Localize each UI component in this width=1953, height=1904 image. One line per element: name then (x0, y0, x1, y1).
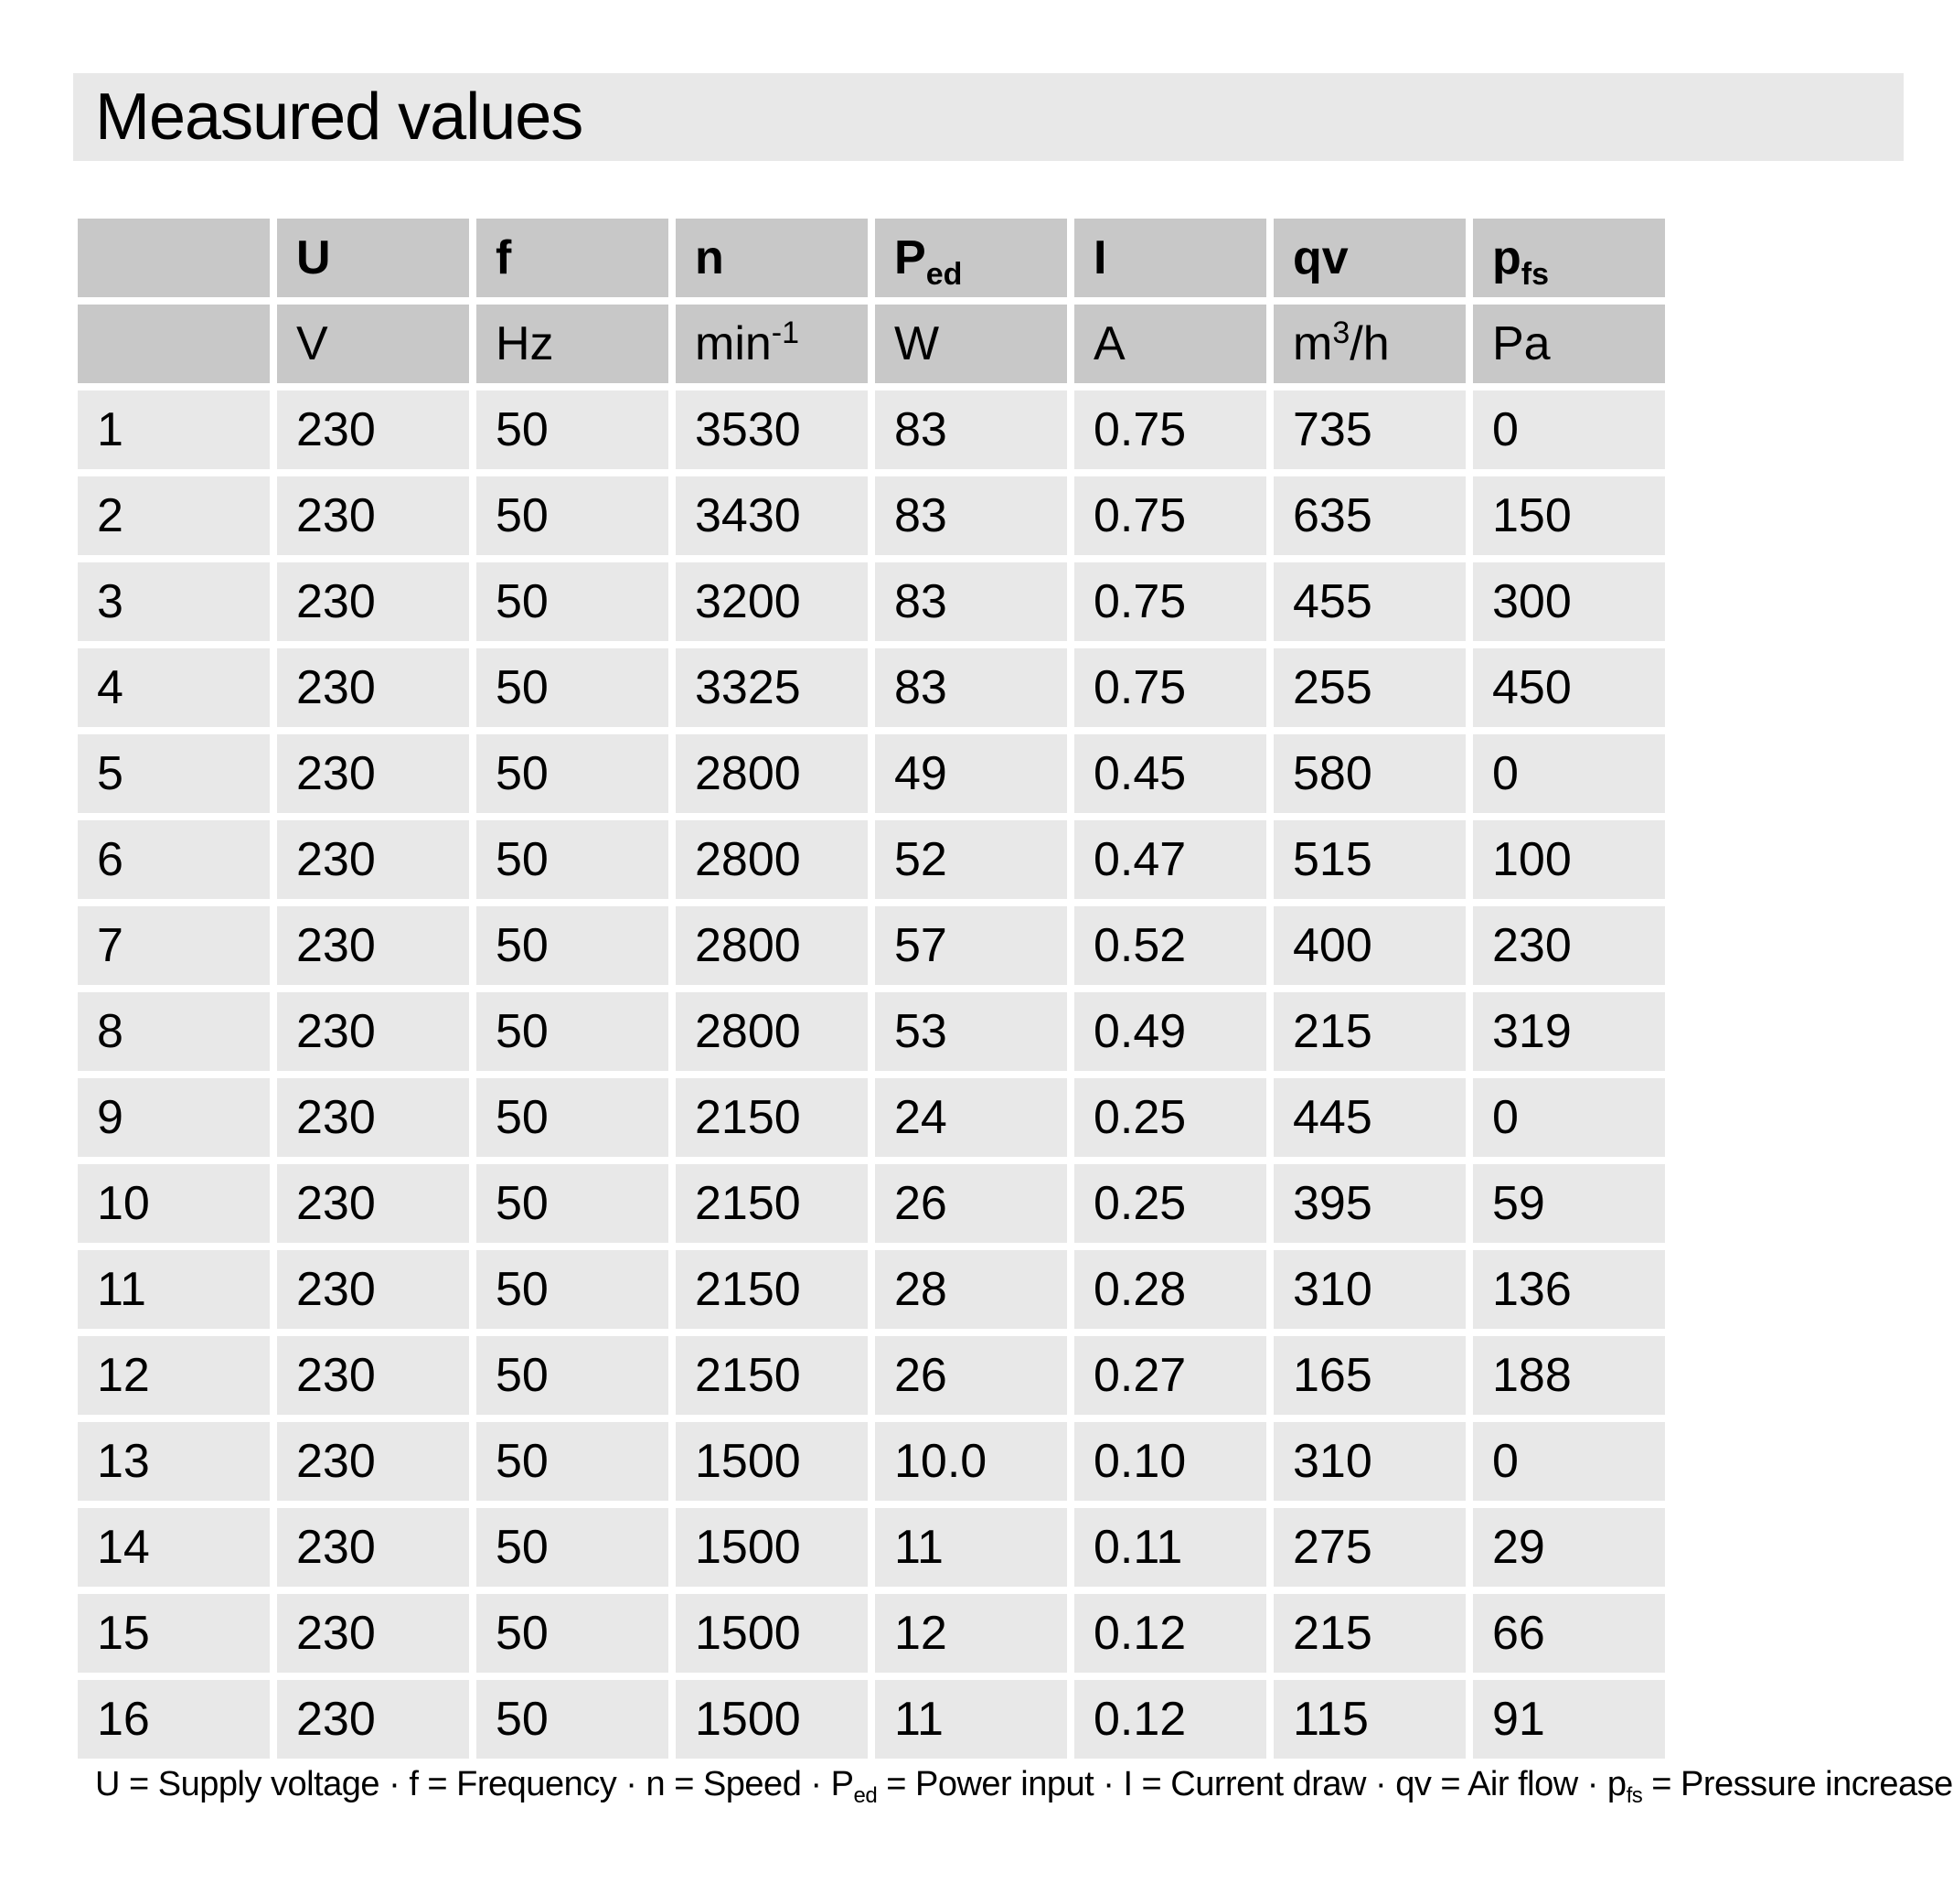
table-row (78, 1336, 1665, 1415)
header-symbol-cell (277, 219, 469, 297)
legend-separator: · (1365, 1765, 1396, 1803)
header-unit-cell: Pa (1473, 305, 1665, 383)
table-body (78, 390, 1665, 1759)
table-cell: 91 (1473, 1680, 1665, 1759)
table-cell: 59 (1473, 1164, 1665, 1243)
table-cell: 400 (1274, 906, 1466, 985)
table-cell: 10.0 (875, 1422, 1067, 1501)
header-unit-cell: $\min^{-1}$ (676, 305, 868, 383)
header-unit-cell: A (1074, 305, 1266, 383)
legend-voltage: U = Supply voltage (95, 1765, 380, 1803)
table-cell: 115 (1274, 1680, 1466, 1759)
table-cell: 53 (875, 992, 1067, 1071)
table-cell: 50 (476, 1250, 668, 1329)
table-cell: 230 (277, 648, 469, 727)
table-cell: 0.52 (1074, 906, 1266, 985)
header-symbol-cell (476, 219, 668, 297)
row-number-cell: 7 (78, 906, 270, 985)
table-cell: 83 (875, 476, 1067, 555)
header-unit-cell: Hz (476, 305, 668, 383)
table-cell: 165 (1274, 1336, 1466, 1415)
legend-frequency: f = Frequency (409, 1765, 617, 1803)
row-number-cell: 10 (78, 1164, 270, 1243)
table-cell: 0.49 (1074, 992, 1266, 1071)
table-cell: 230 (277, 1422, 469, 1501)
legend-separator: · (801, 1765, 831, 1803)
table-cell: 2150 (676, 1078, 868, 1157)
table-row (78, 992, 1665, 1071)
row-number-cell: 14 (78, 1508, 270, 1587)
table-cell: 580 (1274, 734, 1466, 813)
table-cell: 1500 (676, 1594, 868, 1673)
table-row (78, 1508, 1665, 1587)
table-cell: 230 (1473, 906, 1665, 985)
table-cell: 50 (476, 562, 668, 641)
table-cell: 0 (1473, 1422, 1665, 1501)
table-cell: 230 (277, 562, 469, 641)
table-cell: 0 (1473, 1078, 1665, 1157)
table-cell: 188 (1473, 1336, 1665, 1415)
table-cell: 0.12 (1074, 1594, 1266, 1673)
table-cell: 24 (875, 1078, 1067, 1157)
symbol-voltage: U (296, 231, 331, 284)
table-cell: 230 (277, 734, 469, 813)
table-cell: 0.10 (1074, 1422, 1266, 1501)
symbol-header-row (78, 219, 1665, 297)
table-row (78, 1250, 1665, 1329)
symbol-frequency: f (496, 231, 512, 284)
table-cell: 83 (875, 648, 1067, 727)
header-unit-cell: V (277, 305, 469, 383)
table-cell: 0 (1473, 734, 1665, 813)
table-cell: 2800 (676, 820, 868, 899)
legend-current: I = Current draw (1123, 1765, 1366, 1803)
table-cell: 215 (1274, 1594, 1466, 1673)
table-cell: 0.47 (1074, 820, 1266, 899)
table-cell: 50 (476, 390, 668, 469)
table-cell: 2150 (676, 1164, 868, 1243)
row-number-cell: 2 (78, 476, 270, 555)
header-symbol-cell (676, 219, 868, 297)
legend-air-flow: qv = Air flow (1395, 1765, 1578, 1803)
table-cell: 215 (1274, 992, 1466, 1071)
table-cell: 255 (1274, 648, 1466, 727)
row-number-cell: 6 (78, 820, 270, 899)
legend-separator: · (379, 1765, 410, 1803)
table-cell: 57 (875, 906, 1067, 985)
table-row (78, 734, 1665, 813)
table-cell: 2800 (676, 992, 868, 1071)
table-cell: 310 (1274, 1422, 1466, 1501)
table-row (78, 648, 1665, 727)
table-cell: 0.25 (1074, 1078, 1266, 1157)
header-symbol-cell: $P_{ed}$ (875, 219, 1067, 297)
table-cell: 52 (875, 820, 1067, 899)
table-cell: 150 (1473, 476, 1665, 555)
table-legend (95, 1761, 1953, 1807)
table-cell: 230 (277, 906, 469, 985)
legend-pressure: $p_{fs}$ = Pressure increase (1606, 1765, 1953, 1808)
header-unit-cell: W (875, 305, 1067, 383)
table-cell: 100 (1473, 820, 1665, 899)
table-cell: 0.45 (1074, 734, 1266, 813)
table-cell: 50 (476, 1680, 668, 1759)
table-cell: 50 (476, 1164, 668, 1243)
table-cell: 83 (875, 390, 1067, 469)
table-cell: 0.75 (1074, 476, 1266, 555)
table-cell: 50 (476, 1336, 668, 1415)
section-title: Measured values (95, 80, 583, 154)
table-row (78, 390, 1665, 469)
table-cell: 0.11 (1074, 1508, 1266, 1587)
table-cell: 50 (476, 476, 668, 555)
table-cell: 230 (277, 1164, 469, 1243)
table-row (78, 1680, 1665, 1759)
table-cell: 50 (476, 1078, 668, 1157)
legend-speed: n = Speed (646, 1765, 802, 1803)
row-number-cell: 3 (78, 562, 270, 641)
table-cell: 319 (1473, 992, 1665, 1071)
table-row (78, 1422, 1665, 1501)
row-number-cell: 15 (78, 1594, 270, 1673)
table-cell: 0.75 (1074, 562, 1266, 641)
table-cell: 0.25 (1074, 1164, 1266, 1243)
legend-separator: · (1577, 1765, 1607, 1803)
row-number-cell: 12 (78, 1336, 270, 1415)
table-cell: 12 (875, 1594, 1067, 1673)
table-cell: 635 (1274, 476, 1466, 555)
table-row (78, 562, 1665, 641)
table-row (78, 820, 1665, 899)
table-cell: 50 (476, 820, 668, 899)
header-symbol-cell (78, 219, 270, 297)
table-cell: 1500 (676, 1680, 868, 1759)
header-symbol-cell (1274, 219, 1466, 297)
table-cell: 50 (476, 1508, 668, 1587)
table-cell: 0.12 (1074, 1680, 1266, 1759)
legend-separator: · (1094, 1765, 1124, 1803)
table-cell: 11 (875, 1508, 1067, 1587)
table-cell: 230 (277, 1680, 469, 1759)
table-cell: 0.27 (1074, 1336, 1266, 1415)
table-cell: 3325 (676, 648, 868, 727)
legend-power-input: $P_{ed}$ = Power input (830, 1765, 1094, 1808)
table-cell: 230 (277, 476, 469, 555)
table-cell: 230 (277, 1250, 469, 1329)
table-cell: 50 (476, 648, 668, 727)
table-cell: 515 (1274, 820, 1466, 899)
table-cell: 445 (1274, 1078, 1466, 1157)
table-cell: 230 (277, 820, 469, 899)
table-cell: 395 (1274, 1164, 1466, 1243)
table-cell: 0.75 (1074, 390, 1266, 469)
table-cell: 735 (1274, 390, 1466, 469)
table-cell: 3200 (676, 562, 868, 641)
table-row (78, 906, 1665, 985)
symbol-pressure: p (1492, 231, 1521, 284)
symbol-power-input: P (894, 231, 926, 284)
table-cell: 450 (1473, 648, 1665, 727)
header-unit-cell (78, 305, 270, 383)
table-cell: 230 (277, 390, 469, 469)
table-cell: 455 (1274, 562, 1466, 641)
row-number-cell: 11 (78, 1250, 270, 1329)
table-cell: 230 (277, 1508, 469, 1587)
symbol-current: I (1094, 231, 1107, 284)
table-row (78, 1078, 1665, 1157)
table-cell: 50 (476, 734, 668, 813)
table-cell: 11 (875, 1680, 1067, 1759)
row-number-cell: 8 (78, 992, 270, 1071)
table-cell: 29 (1473, 1508, 1665, 1587)
table-cell: 50 (476, 1422, 668, 1501)
legend-separator: · (616, 1765, 646, 1803)
header-symbol-cell: $p_{fs}$ (1473, 219, 1665, 297)
table-cell: 26 (875, 1336, 1067, 1415)
table-cell: 49 (875, 734, 1067, 813)
row-number-cell: 1 (78, 390, 270, 469)
symbol-air-flow: qv (1293, 231, 1349, 284)
unit-header-row (78, 305, 1665, 383)
table-cell: 1500 (676, 1508, 868, 1587)
table-row (78, 1594, 1665, 1673)
table-cell: 136 (1473, 1250, 1665, 1329)
table-cell: 2150 (676, 1336, 868, 1415)
row-number-cell: 4 (78, 648, 270, 727)
measured-values-table (70, 211, 1672, 1766)
table-cell: 2800 (676, 906, 868, 985)
table-cell: 3430 (676, 476, 868, 555)
table-cell: 26 (875, 1164, 1067, 1243)
table-cell: 83 (875, 562, 1067, 641)
header-unit-cell: $m^3/h$ (1274, 305, 1466, 383)
row-number-cell: 13 (78, 1422, 270, 1501)
section-title-bar (73, 73, 1904, 161)
header-symbol-cell (1074, 219, 1266, 297)
table-cell: 1500 (676, 1422, 868, 1501)
symbol-speed: n (695, 231, 724, 284)
row-number-cell: 5 (78, 734, 270, 813)
table-cell: 230 (277, 1336, 469, 1415)
table-row (78, 1164, 1665, 1243)
table-cell: 310 (1274, 1250, 1466, 1329)
table-cell: 0 (1473, 390, 1665, 469)
table-cell: 66 (1473, 1594, 1665, 1673)
table-cell: 50 (476, 906, 668, 985)
table-cell: 28 (875, 1250, 1067, 1329)
table-cell: 50 (476, 1594, 668, 1673)
table-cell: 275 (1274, 1508, 1466, 1587)
table-cell: 2150 (676, 1250, 868, 1329)
table-cell: 50 (476, 992, 668, 1071)
table-cell: 0.28 (1074, 1250, 1266, 1329)
table-cell: 230 (277, 1078, 469, 1157)
table-cell: 3530 (676, 390, 868, 469)
table-cell: 0.75 (1074, 648, 1266, 727)
table-cell: 300 (1473, 562, 1665, 641)
row-number-cell: 16 (78, 1680, 270, 1759)
table-cell: 230 (277, 1594, 469, 1673)
table-row (78, 476, 1665, 555)
table-cell: 230 (277, 992, 469, 1071)
table-cell: 2800 (676, 734, 868, 813)
row-number-cell: 9 (78, 1078, 270, 1157)
